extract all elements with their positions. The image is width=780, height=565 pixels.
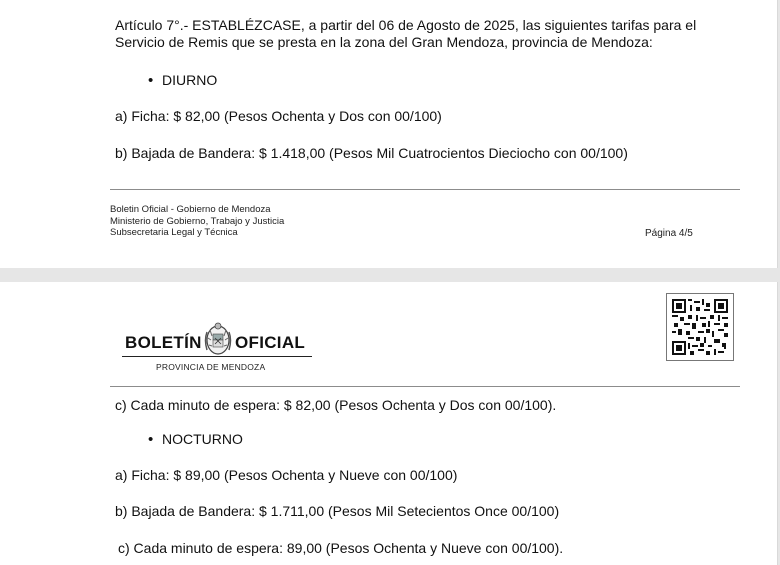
page-number: Página 4/5 — [645, 228, 693, 239]
section-diurno: • DIURNO — [148, 72, 217, 89]
logo-word-oficial: OFICIAL — [235, 333, 306, 352]
logo-subtitle: PROVINCIA DE MENDOZA — [156, 362, 266, 372]
qr-code-icon — [666, 293, 734, 361]
document-page-bottom — [0, 282, 778, 565]
tariff-bandera-day: b) Bajada de Bandera: $ 1.418,00 (Pesos Mil Cuatrocientos Dieciocho con 00/100) — [115, 145, 628, 161]
logo-word-boletin: BOLETÍN — [125, 333, 202, 352]
article-line-1: Artículo 7°.- ESTABLÉZCASE, a partir del 06 de Agosto de 2025, las siguientes tarifas para el — [115, 17, 697, 33]
tariff-ficha-day: a) Ficha: $ 82,00 (Pesos Ochenta y Dos con 00/100) — [115, 108, 442, 124]
footer-line-2: Ministerio de Gobierno, Trabajo y Justicia — [110, 215, 285, 227]
tariff-minute-night: c) Cada minuto de espera: 89,00 (Pesos Ochenta y Nueve con 00/100). — [118, 540, 564, 556]
document-page-top — [0, 0, 778, 268]
section-nocturno: • NOCTURNO — [148, 431, 243, 448]
tariff-ficha-night: a) Ficha: $ 89,00 (Pesos Ochenta y Nueve con 00/100) — [115, 467, 458, 483]
footer-divider — [110, 189, 740, 190]
footer-info — [110, 204, 284, 239]
article-line-2: Servicio de Remis que se presta en la zona del Gran Mendoza, provincia de Mendoza: — [115, 34, 653, 50]
tariff-minute-day: c) Cada minuto de espera: $ 82,00 (Pesos Ochenta y Dos con 00/100). — [115, 397, 557, 413]
header-divider — [110, 386, 740, 387]
logo-underline — [122, 356, 312, 357]
footer-line-1: Boletin Oficial - Gobierno de Mendoza — [110, 204, 271, 215]
footer-line-3: Subsecretaria Legal y Técnica — [110, 227, 238, 238]
boletin-oficial-logo — [122, 320, 317, 378]
provincial-seal-icon — [202, 320, 234, 358]
tariff-bandera-night: b) Bajada de Bandera: $ 1.711,00 (Pesos Mil Setecientos Once 00/100) — [115, 503, 560, 519]
article-7-paragraph — [115, 17, 696, 51]
